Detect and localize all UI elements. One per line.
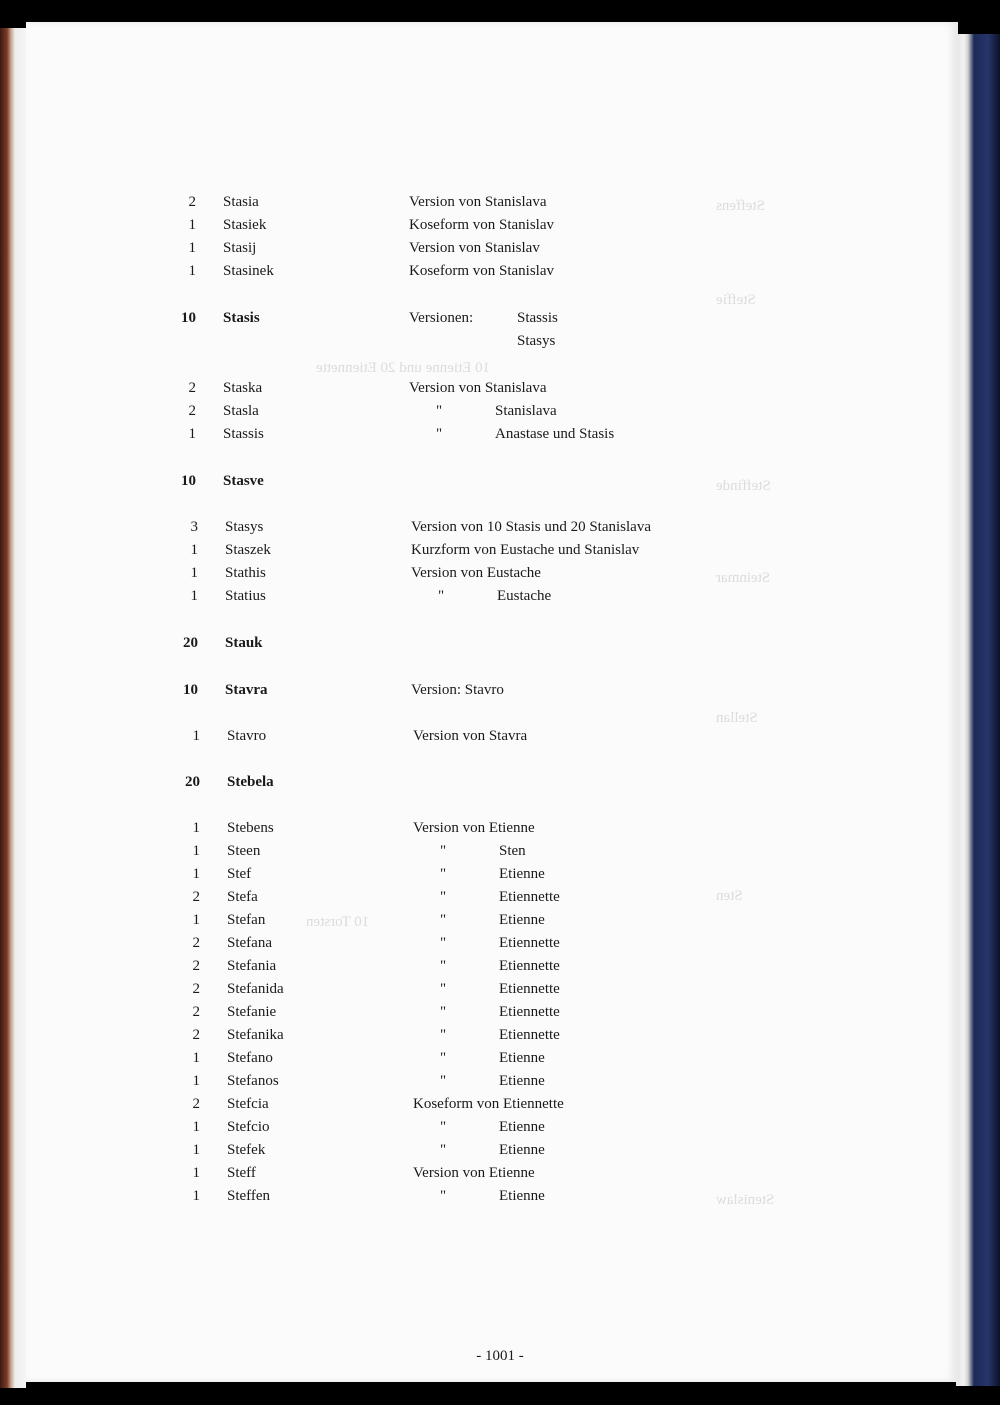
entry-description: Version von Eustache xyxy=(411,565,541,581)
entry-description: Version: Stavro xyxy=(411,682,504,698)
entry-name: Stauk xyxy=(225,635,263,651)
entry-name: Stefan xyxy=(227,912,266,928)
list-item xyxy=(0,958,1000,980)
entry-description: " xyxy=(440,866,447,882)
entry-name: Stasij xyxy=(223,240,257,256)
entry-description-target: Etienne xyxy=(499,866,545,882)
entry-count: 1 xyxy=(192,1119,200,1135)
entry-description: " xyxy=(440,935,447,951)
list-item xyxy=(0,1142,1000,1164)
list-item xyxy=(0,403,1000,425)
list-item xyxy=(0,889,1000,911)
entry-description-target: Etienne xyxy=(499,1073,545,1089)
entry-count: 20 xyxy=(185,774,200,790)
entry-name: Stefanika xyxy=(227,1027,284,1043)
entry-count: 1 xyxy=(188,217,196,233)
entry-count: 2 xyxy=(188,380,196,396)
bleed-through: Stellan xyxy=(716,710,758,726)
list-item xyxy=(0,1119,1000,1141)
entry-description-target: Etienne xyxy=(499,912,545,928)
entry-count: 1 xyxy=(192,912,200,928)
entry-description: Koseform von Etiennette xyxy=(413,1096,564,1112)
entry-description-target: Stasys xyxy=(517,333,556,349)
entry-description: Version von Stanislava xyxy=(409,194,547,210)
entry-description-target: Etienne xyxy=(499,1142,545,1158)
entry-description: " xyxy=(440,1188,447,1204)
entry-description-target: Etienne xyxy=(499,1050,545,1066)
bleed-through: Stenislaw xyxy=(716,1192,775,1208)
list-item xyxy=(0,588,1000,610)
entry-name: Stefanie xyxy=(227,1004,277,1020)
list-item xyxy=(0,774,1000,796)
entry-count: 20 xyxy=(183,635,198,651)
entry-description: " xyxy=(440,1142,447,1158)
entry-name: Steffen xyxy=(227,1188,271,1204)
entry-name: Stasiek xyxy=(223,217,267,233)
list-item xyxy=(0,426,1000,448)
list-item xyxy=(0,542,1000,564)
list-item xyxy=(0,519,1000,541)
list-item xyxy=(0,728,1000,750)
entry-name: Stasve xyxy=(223,473,264,489)
entry-description: " xyxy=(438,588,445,604)
entry-name: Steen xyxy=(227,843,261,859)
entry-description: Koseform von Stanislav xyxy=(409,217,554,233)
entry-count: 10 xyxy=(183,682,198,698)
entry-count: 1 xyxy=(192,1073,200,1089)
entry-description-target: Stassis xyxy=(517,310,558,326)
list-item xyxy=(0,1004,1000,1026)
entry-count: 1 xyxy=(188,240,196,256)
entry-count: 1 xyxy=(192,1050,200,1066)
entry-description: Koseform von Stanislav xyxy=(409,263,554,279)
entry-count: 2 xyxy=(192,958,200,974)
entry-name: Stathis xyxy=(225,565,266,581)
entry-count: 10 xyxy=(181,473,196,489)
entry-name: Stefania xyxy=(227,958,277,974)
entry-count: 2 xyxy=(192,1096,200,1112)
entry-description: " xyxy=(440,1119,447,1135)
list-item xyxy=(0,310,1000,332)
entry-description-target: Anastase und Stasis xyxy=(495,426,615,442)
list-item xyxy=(0,1188,1000,1210)
entry-description-target: Etienne xyxy=(499,1119,545,1135)
list-item xyxy=(0,635,1000,657)
list-item xyxy=(0,333,1000,355)
list-item xyxy=(0,1096,1000,1118)
entry-name: Stebela xyxy=(227,774,274,790)
entry-name: Stefcio xyxy=(227,1119,270,1135)
list-item xyxy=(0,935,1000,957)
list-item xyxy=(0,1050,1000,1072)
entry-description: " xyxy=(440,1073,447,1089)
list-item xyxy=(0,843,1000,865)
bleed-through: Steinmar xyxy=(716,570,771,586)
list-item xyxy=(0,565,1000,587)
entry-count: 2 xyxy=(188,194,196,210)
entry-count: 1 xyxy=(192,1165,200,1181)
entry-description-target: Etiennette xyxy=(499,935,560,951)
entry-count: 1 xyxy=(188,426,196,442)
bleed-through: 10 Etienne und 20 Etiennette xyxy=(316,360,491,376)
entry-description-target: Etiennette xyxy=(499,1004,560,1020)
entry-name: Stefcia xyxy=(227,1096,269,1112)
entry-name: Stefanida xyxy=(227,981,284,997)
entry-count: 1 xyxy=(192,1142,200,1158)
entry-name: Stefana xyxy=(227,935,272,951)
entry-name: Stasinek xyxy=(223,263,274,279)
bleed-through: Steffens xyxy=(716,198,765,214)
entry-name: Staszek xyxy=(225,542,271,558)
entry-name: Stasla xyxy=(223,403,259,419)
entry-count: 2 xyxy=(188,403,196,419)
entry-description: " xyxy=(440,981,447,997)
entry-description: " xyxy=(440,889,447,905)
entry-description-target: Etiennette xyxy=(499,958,560,974)
list-item xyxy=(0,866,1000,888)
entry-description: " xyxy=(440,958,447,974)
bleed-through: Steffinde xyxy=(716,478,771,494)
entry-name: Stasys xyxy=(225,519,264,535)
list-item xyxy=(0,263,1000,285)
entry-description: Version von Stanislava xyxy=(409,380,547,396)
entry-description: " xyxy=(436,426,443,442)
entry-count: 3 xyxy=(190,519,198,535)
list-item xyxy=(0,240,1000,262)
entry-description-target: Etienne xyxy=(499,1188,545,1204)
entry-description-target: Sten xyxy=(499,843,526,859)
entry-name: Stef xyxy=(227,866,252,882)
list-item xyxy=(0,473,1000,495)
entry-description: Kurzform von Eustache und Stanislav xyxy=(411,542,640,558)
entry-name: Statius xyxy=(225,588,266,604)
entry-name: Stefanos xyxy=(227,1073,279,1089)
entry-name: Stavro xyxy=(227,728,267,744)
list-item xyxy=(0,1165,1000,1187)
bleed-through: 10 Torsten xyxy=(306,914,370,930)
entry-description: Version von Etienne xyxy=(413,820,535,836)
entry-name: Staska xyxy=(223,380,263,396)
entry-count: 10 xyxy=(181,310,196,326)
bleed-through: Steffie xyxy=(716,292,756,308)
entry-description: Version von Stavra xyxy=(413,728,528,744)
entry-description-target: Etiennette xyxy=(499,889,560,905)
entry-name: Stefek xyxy=(227,1142,266,1158)
entry-description: Version von 10 Stasis und 20 Stanislava xyxy=(411,519,651,535)
bleed-through: Sten xyxy=(716,888,743,904)
entry-description-target: Eustache xyxy=(497,588,552,604)
entry-name: Stassis xyxy=(223,426,264,442)
entry-name: Stasis xyxy=(223,310,260,326)
entry-count: 2 xyxy=(192,935,200,951)
entry-description-target: Etiennette xyxy=(499,981,560,997)
entry-name: Stasia xyxy=(223,194,259,210)
entry-description: " xyxy=(440,912,447,928)
entry-count: 1 xyxy=(190,588,198,604)
entry-count: 2 xyxy=(192,981,200,997)
entry-count: 2 xyxy=(192,1027,200,1043)
list-item xyxy=(0,682,1000,704)
entry-description-target: Stanislava xyxy=(495,403,557,419)
list-item xyxy=(0,981,1000,1003)
entry-count: 1 xyxy=(192,843,200,859)
entry-name: Stebens xyxy=(227,820,274,836)
entry-name: Stefano xyxy=(227,1050,273,1066)
entry-description: " xyxy=(440,1004,447,1020)
entry-count: 1 xyxy=(188,263,196,279)
entry-name: Stefa xyxy=(227,889,258,905)
entry-description: " xyxy=(440,1050,447,1066)
list-item xyxy=(0,912,1000,934)
entry-count: 2 xyxy=(192,889,200,905)
entry-count: 1 xyxy=(192,820,200,836)
list-item xyxy=(0,1027,1000,1049)
entry-description: " xyxy=(440,1027,447,1043)
entry-count: 2 xyxy=(192,1004,200,1020)
entry-description: " xyxy=(440,843,447,859)
entry-description: Version von Stanislav xyxy=(409,240,540,256)
list-item xyxy=(0,194,1000,216)
entry-name: Stavra xyxy=(225,682,268,698)
list-item xyxy=(0,820,1000,842)
list-item xyxy=(0,380,1000,402)
entry-count: 1 xyxy=(192,728,200,744)
list-item xyxy=(0,1073,1000,1095)
entry-description: " xyxy=(436,403,443,419)
entry-description: Versionen: xyxy=(409,310,474,326)
entry-description-target: Etiennette xyxy=(499,1027,560,1043)
entry-description: Version von Etienne xyxy=(413,1165,535,1181)
entry-count: 1 xyxy=(192,866,200,882)
entry-count: 1 xyxy=(190,565,198,581)
entry-count: 1 xyxy=(190,542,198,558)
list-item xyxy=(0,217,1000,239)
page-number: - 1001 - xyxy=(476,1348,524,1364)
entry-count: 1 xyxy=(192,1188,200,1204)
entry-name: Steff xyxy=(227,1165,256,1181)
